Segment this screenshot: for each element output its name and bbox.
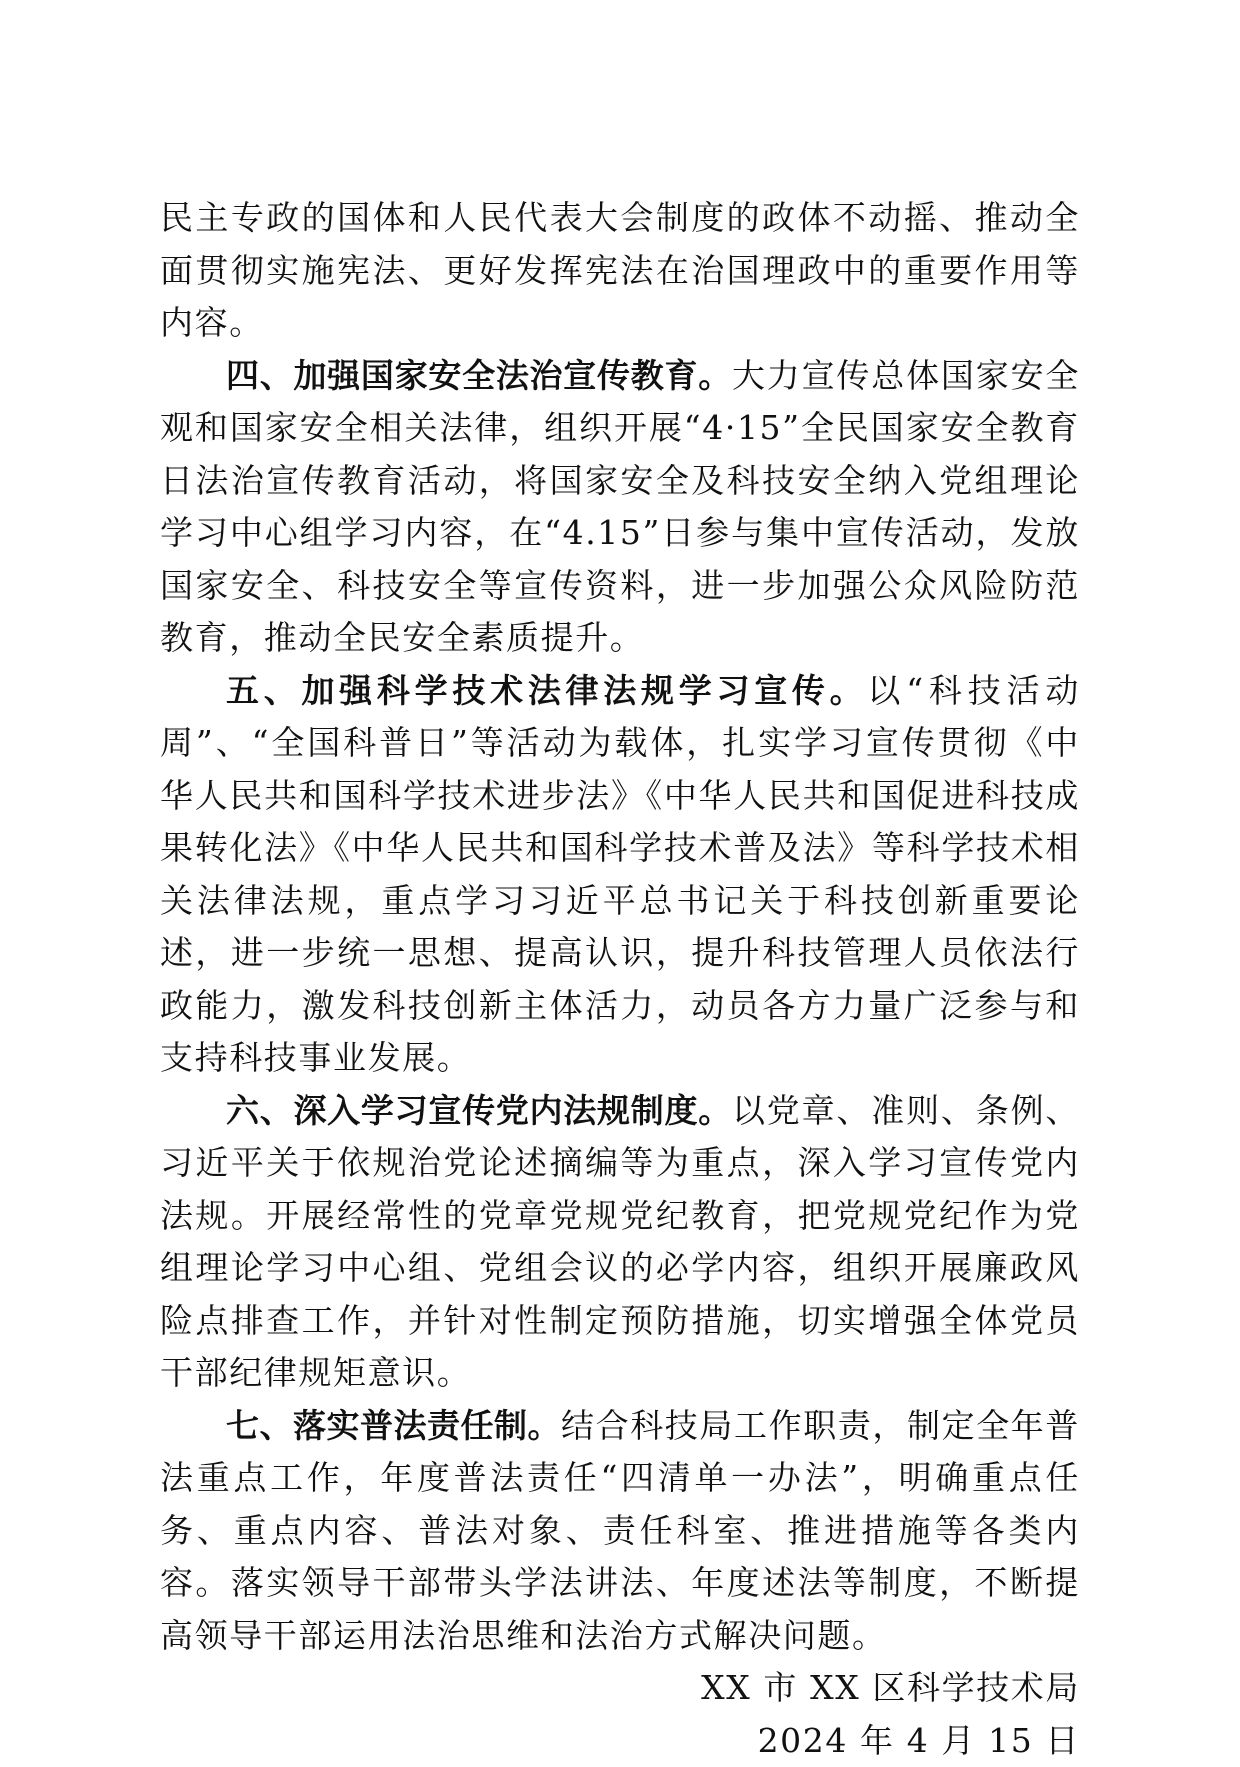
section-body: 大力宣传总体国家安全观和国家安全相关法律，组织开展“4·15”全民国家安全教育日法治宣传教育活动，将国家安全及科技安全纳入党组理论学习中心组学习内容，在“4.15”日参与集中宣传活动，发放国家安全、科技安全等宣传资料，进一步加强公众风险防范教育，推动全民安全素质提升。 — [160, 356, 1080, 658]
section-science-law — [160, 665, 1080, 1085]
section-national-security — [160, 350, 1080, 665]
section-heading: 七、落实普法责任制。 — [226, 1406, 561, 1445]
section-heading: 五、加强科学技术法律法规学习宣传。 — [226, 671, 867, 710]
section-body: 以“科技活动周”、“全国科普日”等活动为载体，扎实学习宣传贯彻《中华人民共和国科学技术进步法》《中华人民共和国促进科技成果转化法》《中华人民共和国科学技术普及法》等科学技术相关法律法规，重点学习习近平总书记关于科技创新重要论述，进一步统一思想、提高认识，提升科技管理人员依法行政能力，激发科技创新主体活力，动员各方力量广泛参与和支持科技事业发展。 — [160, 671, 1080, 1078]
signature-block — [160, 1662, 1080, 1767]
signature-date: 2024 年 4 月 15 日 — [160, 1715, 1080, 1767]
section-body: 以党章、准则、条例、习近平关于依规治党论述摘编等为重点，深入学习宣传党内法规。开展经常性的党章党规党纪教育，把党规党纪作为党组理论学习中心组、党组会议的必学内容，组织开展廉政风险点排查工作，并针对性制定预防措施，切实增强全体党员干部纪律规矩意识。 — [160, 1091, 1080, 1393]
section-heading: 六、深入学习宣传党内法规制度。 — [226, 1091, 732, 1130]
section-heading: 四、加强国家安全法治宣传教育。 — [226, 356, 732, 395]
signature-organization: XX 市 XX 区科学技术局 — [160, 1662, 1080, 1715]
section-party-regulations — [160, 1085, 1080, 1400]
intro-paragraph: 民主专政的国体和人民代表大会制度的政体不动摇、推动全面贯彻实施宪法、更好发挥宪法在治国理政中的重要作用等内容。 — [160, 192, 1080, 350]
section-body: 结合科技局工作职责，制定全年普法重点工作，年度普法责任“四清单一办法”，明确重点任务、重点内容、普法对象、责任科室、推进措施等各类内容。落实领导干部带头学法讲法、年度述法等制度，不断提高领导干部运用法治思维和法治方式解决问题。 — [160, 1406, 1080, 1655]
document-page — [160, 192, 1080, 1767]
section-responsibility-system — [160, 1400, 1080, 1663]
